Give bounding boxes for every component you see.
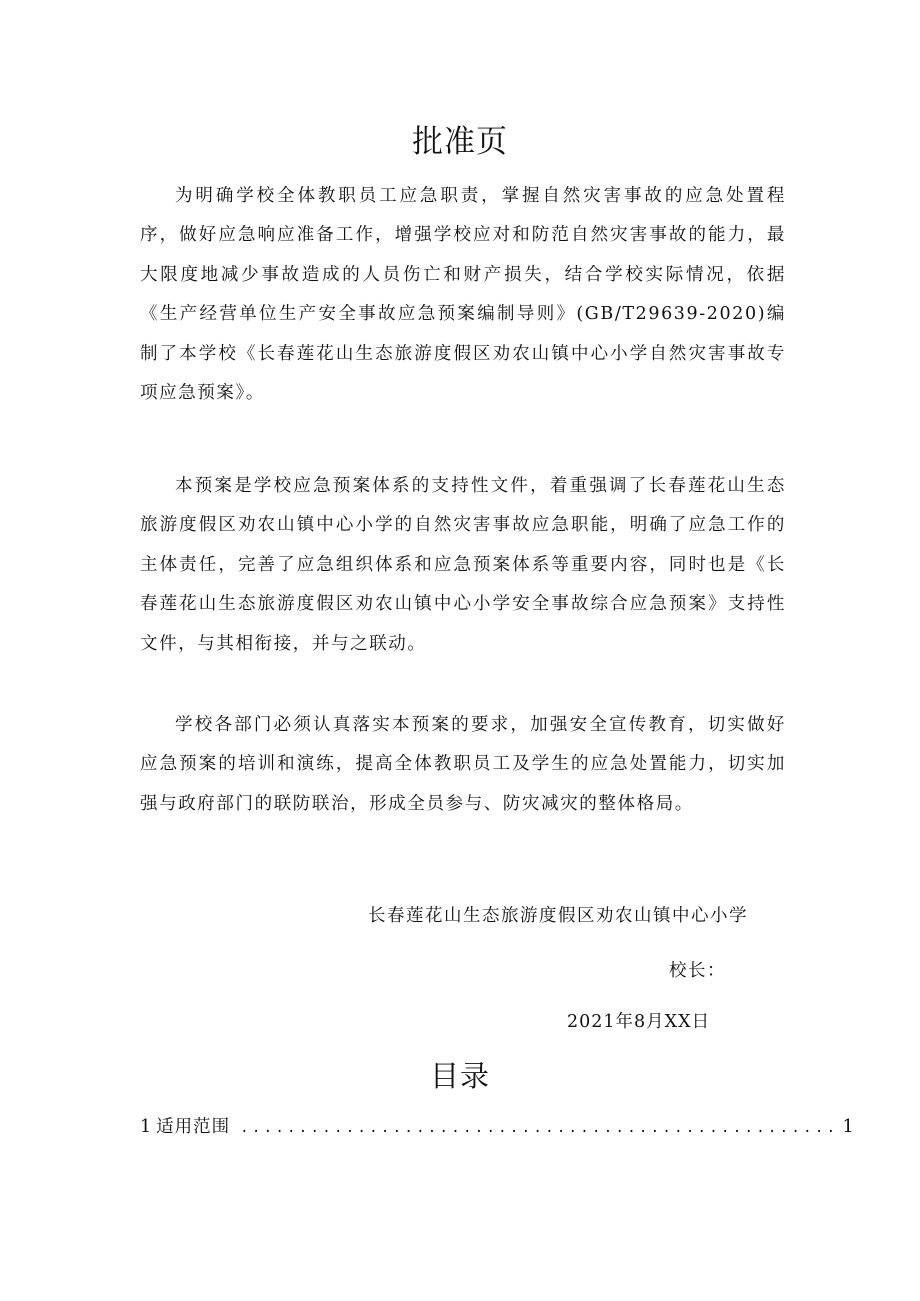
toc-entry[interactable]: [140, 1114, 855, 1141]
approval-paragraph-3: 学校各部门必须认真落实本预案的要求，加强安全宣传教育，切实做好应急预案的培训和演练，提高全体教职员工及学生的应急处置能力，切实加强与政府部门的联防联治，形成全员参与、防灾减灾的整体格局。: [140, 715, 786, 814]
approval-page-title: 批准页: [412, 124, 508, 160]
approval-paragraph-1: 为明确学校全体教职员工应急职责，掌握自然灾害事故的应急处置程序，做好应急响应准备工作，增强学校应对和防范自然灾害事故的能力，最大限度地减少事故造成的人员伤亡和财产损失，结合学校实际情况，依据《生产经营单位生产安全事故应急预案编制导则》(GB/T29639-2020)编制了本学校《长春莲花山生态旅游度假区劝农山镇中心小学自然灾害事故专项应急预案》。: [140, 186, 786, 404]
signature-date: 2021年8月XX日: [567, 1012, 711, 1032]
toc-dot-leader: ...................................................: [240, 1120, 839, 1136]
toc-entry-label: 适用范围: [156, 1117, 231, 1137]
toc-entry-number: 1: [140, 1117, 153, 1137]
approval-paragraph-2: 本预案是学校应急预案体系的支持性文件，着重强调了长春莲花山生态旅游度假区劝农山镇中心小学的自然灾害事故应急职能，明确了应急工作的主体责任，完善了应急组织体系和应急预案体系等重要内容，同时也是《长春莲花山生态旅游度假区劝农山镇中心小学安全事故综合应急预案》支持性文件，与其相衔接，并与之联动。: [140, 476, 786, 654]
signature-school-name: 长春莲花山生态旅游度假区劝农山镇中心小学: [368, 906, 748, 926]
toc-entry-page-number: 1: [842, 1116, 855, 1137]
signature-principal-label: 校长：: [669, 961, 726, 981]
toc-title: 目录: [429, 1059, 490, 1093]
